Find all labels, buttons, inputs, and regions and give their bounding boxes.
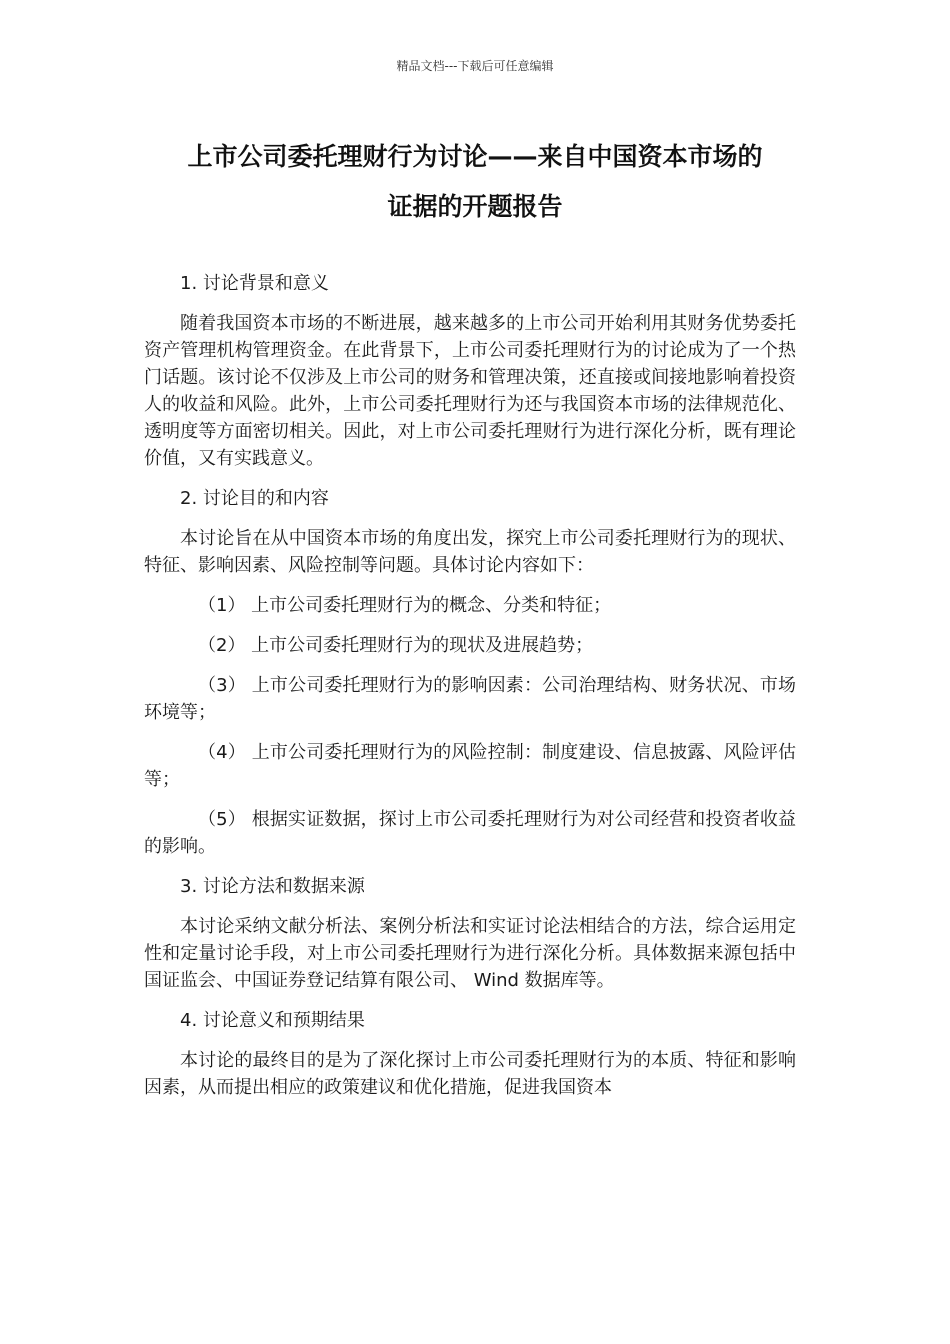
section-heading-purpose: 2. 讨论目的和内容 [180, 488, 329, 509]
section-heading-background: 1. 讨论背景和意义 [180, 273, 329, 294]
document-title-line-2: 证据的开题报告 [387, 192, 563, 221]
list-item: （3） 上市公司委托理财行为的影响因素：公司治理结构、财务状况、市场环境等； [144, 675, 796, 723]
document-title-line-1: 上市公司委托理财行为讨论——来自中国资本市场的 [187, 142, 763, 171]
list-item: （4） 上市公司委托理财行为的风险控制：制度建设、信息披露、风险评估等； [144, 742, 796, 790]
section-paragraph: 随着我国资本市场的不断进展，越来越多的上市公司开始利用其财务优势委托资产管理机构管理资金。在此背景下，上市公司委托理财行为的讨论成为了一个热门话题。该讨论不仅涉及上市公司的财务和管理决策，还直接或间接地影响着投资人的收益和风险。此外，上市公司委托理财行为还与我国资本市场的法律规范化、透明度等方面密切相关。因此，对上市公司委托理财行为进行深化分析，既有理论价值，又有实践意义。 [144, 313, 796, 469]
document-title [130, 132, 820, 232]
page-header-watermark: 精品文档---下载后可任意编辑 [396, 59, 554, 73]
document-body [144, 270, 796, 1114]
section-heading-significance: 4. 讨论意义和预期结果 [180, 1010, 365, 1031]
list-item: （1） 上市公司委托理财行为的概念、分类和特征； [198, 595, 612, 616]
section-paragraph: 本讨论旨在从中国资本市场的角度出发，探究上市公司委托理财行为的现状、特征、影响因素、风险控制等问题。具体讨论内容如下： [144, 528, 796, 576]
section-paragraph: 本讨论的最终目的是为了深化探讨上市公司委托理财行为的本质、特征和影响因素，从而提出相应的政策建议和优化措施，促进我国资本 [144, 1050, 796, 1098]
list-item: （2） 上市公司委托理财行为的现状及进展趋势； [198, 635, 594, 656]
section-heading-methods: 3. 讨论方法和数据来源 [180, 876, 365, 897]
list-item: （5） 根据实证数据，探讨上市公司委托理财行为对公司经营和投资者收益的影响。 [144, 809, 796, 857]
section-paragraph: 本讨论采纳文献分析法、案例分析法和实证讨论法相结合的方法，综合运用定性和定量讨论手段，对上市公司委托理财行为进行深化分析。具体数据来源包括中国证监会、中国证券登记结算有限公司、 Wind 数据库等。 [144, 916, 796, 991]
